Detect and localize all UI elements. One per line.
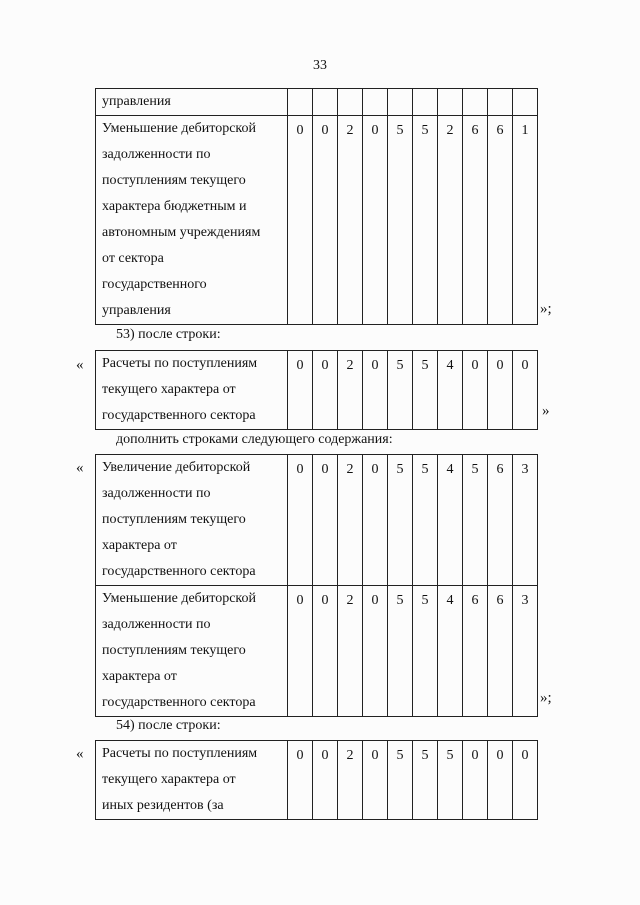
row-name-line: управления xyxy=(102,94,171,109)
code-digit-cell: 6 xyxy=(463,586,488,717)
code-table-2 xyxy=(95,350,538,430)
code-digit-cell: 5 xyxy=(463,455,488,586)
code-digit-cell: 5 xyxy=(388,586,413,717)
code-table-4 xyxy=(95,740,538,820)
closing-quote: »; xyxy=(540,301,552,317)
row-name-line: задолженности по xyxy=(102,617,211,632)
table-row xyxy=(96,351,538,430)
row-name-line: иных резидентов (за xyxy=(102,798,224,813)
code-digit-cell: 4 xyxy=(438,455,463,586)
code-digit-cell: 5 xyxy=(413,455,438,586)
code-digit-cell xyxy=(463,89,488,116)
code-digit-cell: 3 xyxy=(513,586,538,717)
code-digit-cell: 0 xyxy=(288,455,313,586)
row-name-line: автономным учреждениям xyxy=(102,225,261,240)
row-name-cell xyxy=(96,586,288,717)
opening-quote: « xyxy=(76,746,84,762)
code-digit-cell: 0 xyxy=(363,116,388,325)
row-name-line: задолженности по xyxy=(102,486,211,501)
code-digit-cell: 0 xyxy=(288,586,313,717)
row-name-line: управления xyxy=(102,303,171,318)
code-digit-cell: 0 xyxy=(363,351,388,430)
table-row xyxy=(96,586,538,717)
row-name-line: государственного xyxy=(102,277,207,292)
code-digit-cell: 0 xyxy=(363,586,388,717)
code-digit-cell: 5 xyxy=(413,586,438,717)
row-name-cell xyxy=(96,116,288,325)
code-digit-cell: 0 xyxy=(313,116,338,325)
code-digit-cell: 0 xyxy=(363,741,388,820)
table-row xyxy=(96,89,538,116)
code-digit-cell: 2 xyxy=(338,455,363,586)
code-digit-cell: 2 xyxy=(338,586,363,717)
code-digit-cell: 0 xyxy=(463,351,488,430)
code-digit-cell: 5 xyxy=(413,741,438,820)
row-name-line: Расчеты по поступлениям xyxy=(102,746,258,761)
code-digit-cell xyxy=(513,89,538,116)
opening-quote: « xyxy=(76,460,84,476)
code-digit-cell: 2 xyxy=(438,116,463,325)
code-digit-cell: 0 xyxy=(488,351,513,430)
row-name-cell xyxy=(96,351,288,430)
code-digit-cell xyxy=(488,89,513,116)
code-digit-cell xyxy=(338,89,363,116)
code-digit-cell xyxy=(388,89,413,116)
code-digit-cell: 5 xyxy=(413,351,438,430)
page-number: 33 xyxy=(313,58,327,73)
code-table-1 xyxy=(95,88,538,325)
code-digit-cell: 4 xyxy=(438,586,463,717)
row-name-line: Увеличение дебиторской xyxy=(102,460,251,475)
row-name-cell xyxy=(96,741,288,820)
code-digit-cell xyxy=(288,89,313,116)
code-digit-cell: 2 xyxy=(338,351,363,430)
code-digit-cell xyxy=(363,89,388,116)
code-digit-cell: 0 xyxy=(313,741,338,820)
row-name-line: Расчеты по поступлениям xyxy=(102,356,258,371)
code-digit-cell: 0 xyxy=(513,351,538,430)
row-name-cell xyxy=(96,455,288,586)
row-name-line: поступлениям текущего xyxy=(102,643,246,658)
opening-quote: « xyxy=(76,357,84,373)
code-digit-cell: 5 xyxy=(388,351,413,430)
row-name-line: задолженности по xyxy=(102,147,211,162)
instruction-after-line-53: 53) после строки: xyxy=(116,327,221,342)
row-name-line: текущего характера от xyxy=(102,772,236,787)
row-name-line: Уменьшение дебиторской xyxy=(102,591,257,606)
row-name-line: государственного сектора xyxy=(102,695,256,710)
row-name-line: государственного сектора xyxy=(102,564,256,579)
code-digit-cell: 4 xyxy=(438,351,463,430)
instruction-after-line-54: 54) после строки: xyxy=(116,718,221,733)
row-name-line: поступлениям текущего xyxy=(102,512,246,527)
code-digit-cell: 0 xyxy=(463,741,488,820)
row-name-line: характера бюджетным и xyxy=(102,199,247,214)
code-digit-cell: 0 xyxy=(488,741,513,820)
code-digit-cell: 6 xyxy=(488,586,513,717)
table-row xyxy=(96,741,538,820)
row-name-line: характера от xyxy=(102,669,177,684)
code-digit-cell xyxy=(438,89,463,116)
row-name-cell xyxy=(96,89,288,116)
code-digit-cell xyxy=(313,89,338,116)
code-digit-cell: 5 xyxy=(388,455,413,586)
code-digit-cell: 2 xyxy=(338,116,363,325)
row-name-line: Уменьшение дебиторской xyxy=(102,121,257,136)
code-digit-cell: 5 xyxy=(438,741,463,820)
row-name-line: текущего характера от xyxy=(102,382,236,397)
code-digit-cell: 5 xyxy=(413,116,438,325)
code-table-3 xyxy=(95,454,538,717)
code-digit-cell: 0 xyxy=(288,116,313,325)
code-digit-cell: 0 xyxy=(288,351,313,430)
code-digit-cell: 0 xyxy=(313,351,338,430)
code-digit-cell: 6 xyxy=(488,116,513,325)
code-digit-cell: 3 xyxy=(513,455,538,586)
row-name-line: характера от xyxy=(102,538,177,553)
row-name-line: от сектора xyxy=(102,251,164,266)
row-name-line: государственного сектора xyxy=(102,408,256,423)
closing-quote: » xyxy=(542,403,550,419)
code-digit-cell: 0 xyxy=(288,741,313,820)
code-digit-cell: 0 xyxy=(313,455,338,586)
code-digit-cell: 5 xyxy=(388,116,413,325)
code-digit-cell: 0 xyxy=(313,586,338,717)
table-row xyxy=(96,455,538,586)
closing-quote: »; xyxy=(540,690,552,706)
code-digit-cell: 5 xyxy=(388,741,413,820)
code-digit-cell xyxy=(413,89,438,116)
table-row xyxy=(96,116,538,325)
code-digit-cell: 6 xyxy=(463,116,488,325)
code-digit-cell: 0 xyxy=(363,455,388,586)
code-digit-cell: 2 xyxy=(338,741,363,820)
code-digit-cell: 1 xyxy=(513,116,538,325)
code-digit-cell: 0 xyxy=(513,741,538,820)
row-name-line: поступлениям текущего xyxy=(102,173,246,188)
code-digit-cell: 6 xyxy=(488,455,513,586)
instruction-add-lines: дополнить строками следующего содержания: xyxy=(116,432,393,447)
